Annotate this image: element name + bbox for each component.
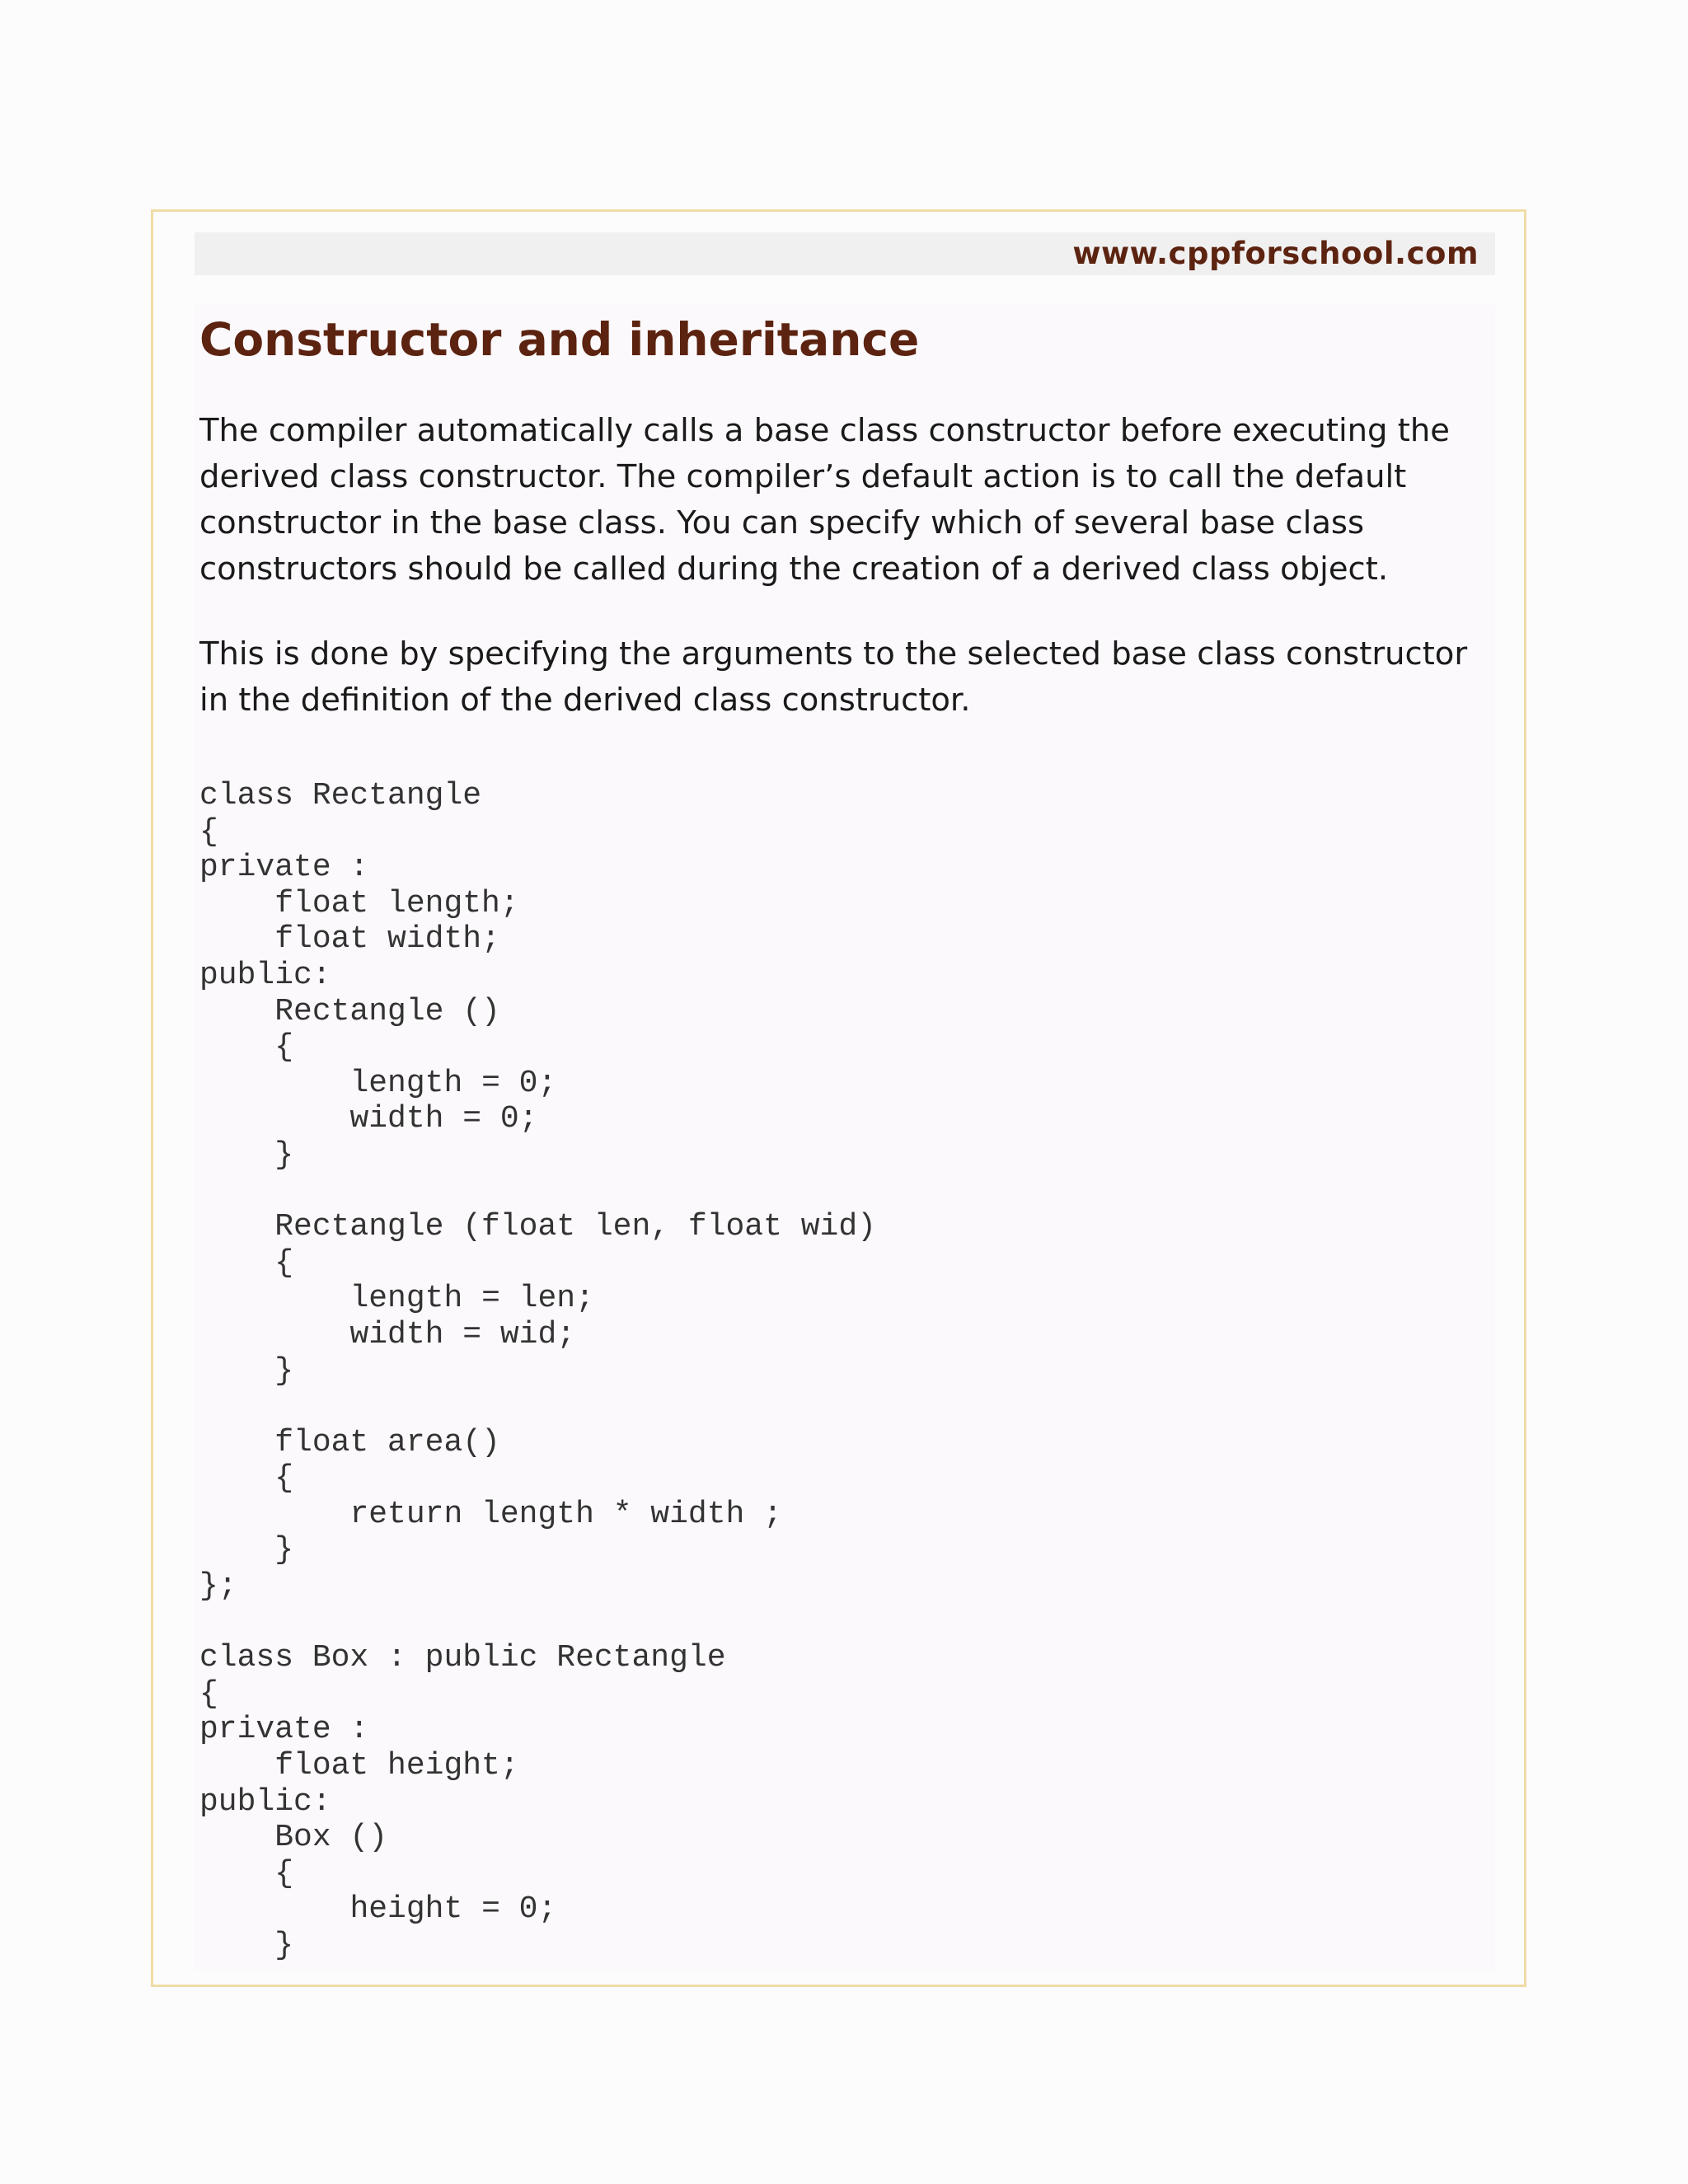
intro-paragraph (199, 408, 1493, 593)
code-example: class Rectangle { private : float length; float width; public: Rectangle () { length = 0; width = 0; } Rectangle (float len, float wid) { length = len; width = wid; } float area() { return length * width ; } }; class Box : public Rectangle { private : float height; public: Box () { height = 0; } (199, 778, 876, 1963)
paragraph-line: constructors should be called during the creation of a derived class object. (199, 551, 1389, 588)
paragraph-line: constructor in the base class. You can specify which of several base class (199, 504, 1365, 541)
site-header-bar (195, 232, 1495, 275)
paragraph-line: derived class constructor. The compiler’s default action is to call the default (199, 458, 1407, 495)
explanation-paragraph (199, 631, 1493, 724)
page-title: Constructor and inheritance (199, 313, 920, 366)
site-url[interactable]: www.cppforschool.com (1072, 236, 1479, 271)
paragraph-line: in the definition of the derived class constructor. (199, 682, 971, 719)
article-content (195, 305, 1495, 1971)
paragraph-line: The compiler automatically calls a base class constructor before executing the (199, 412, 1450, 449)
paragraph-line: This is done by specifying the arguments to the selected base class constructor (199, 635, 1468, 673)
